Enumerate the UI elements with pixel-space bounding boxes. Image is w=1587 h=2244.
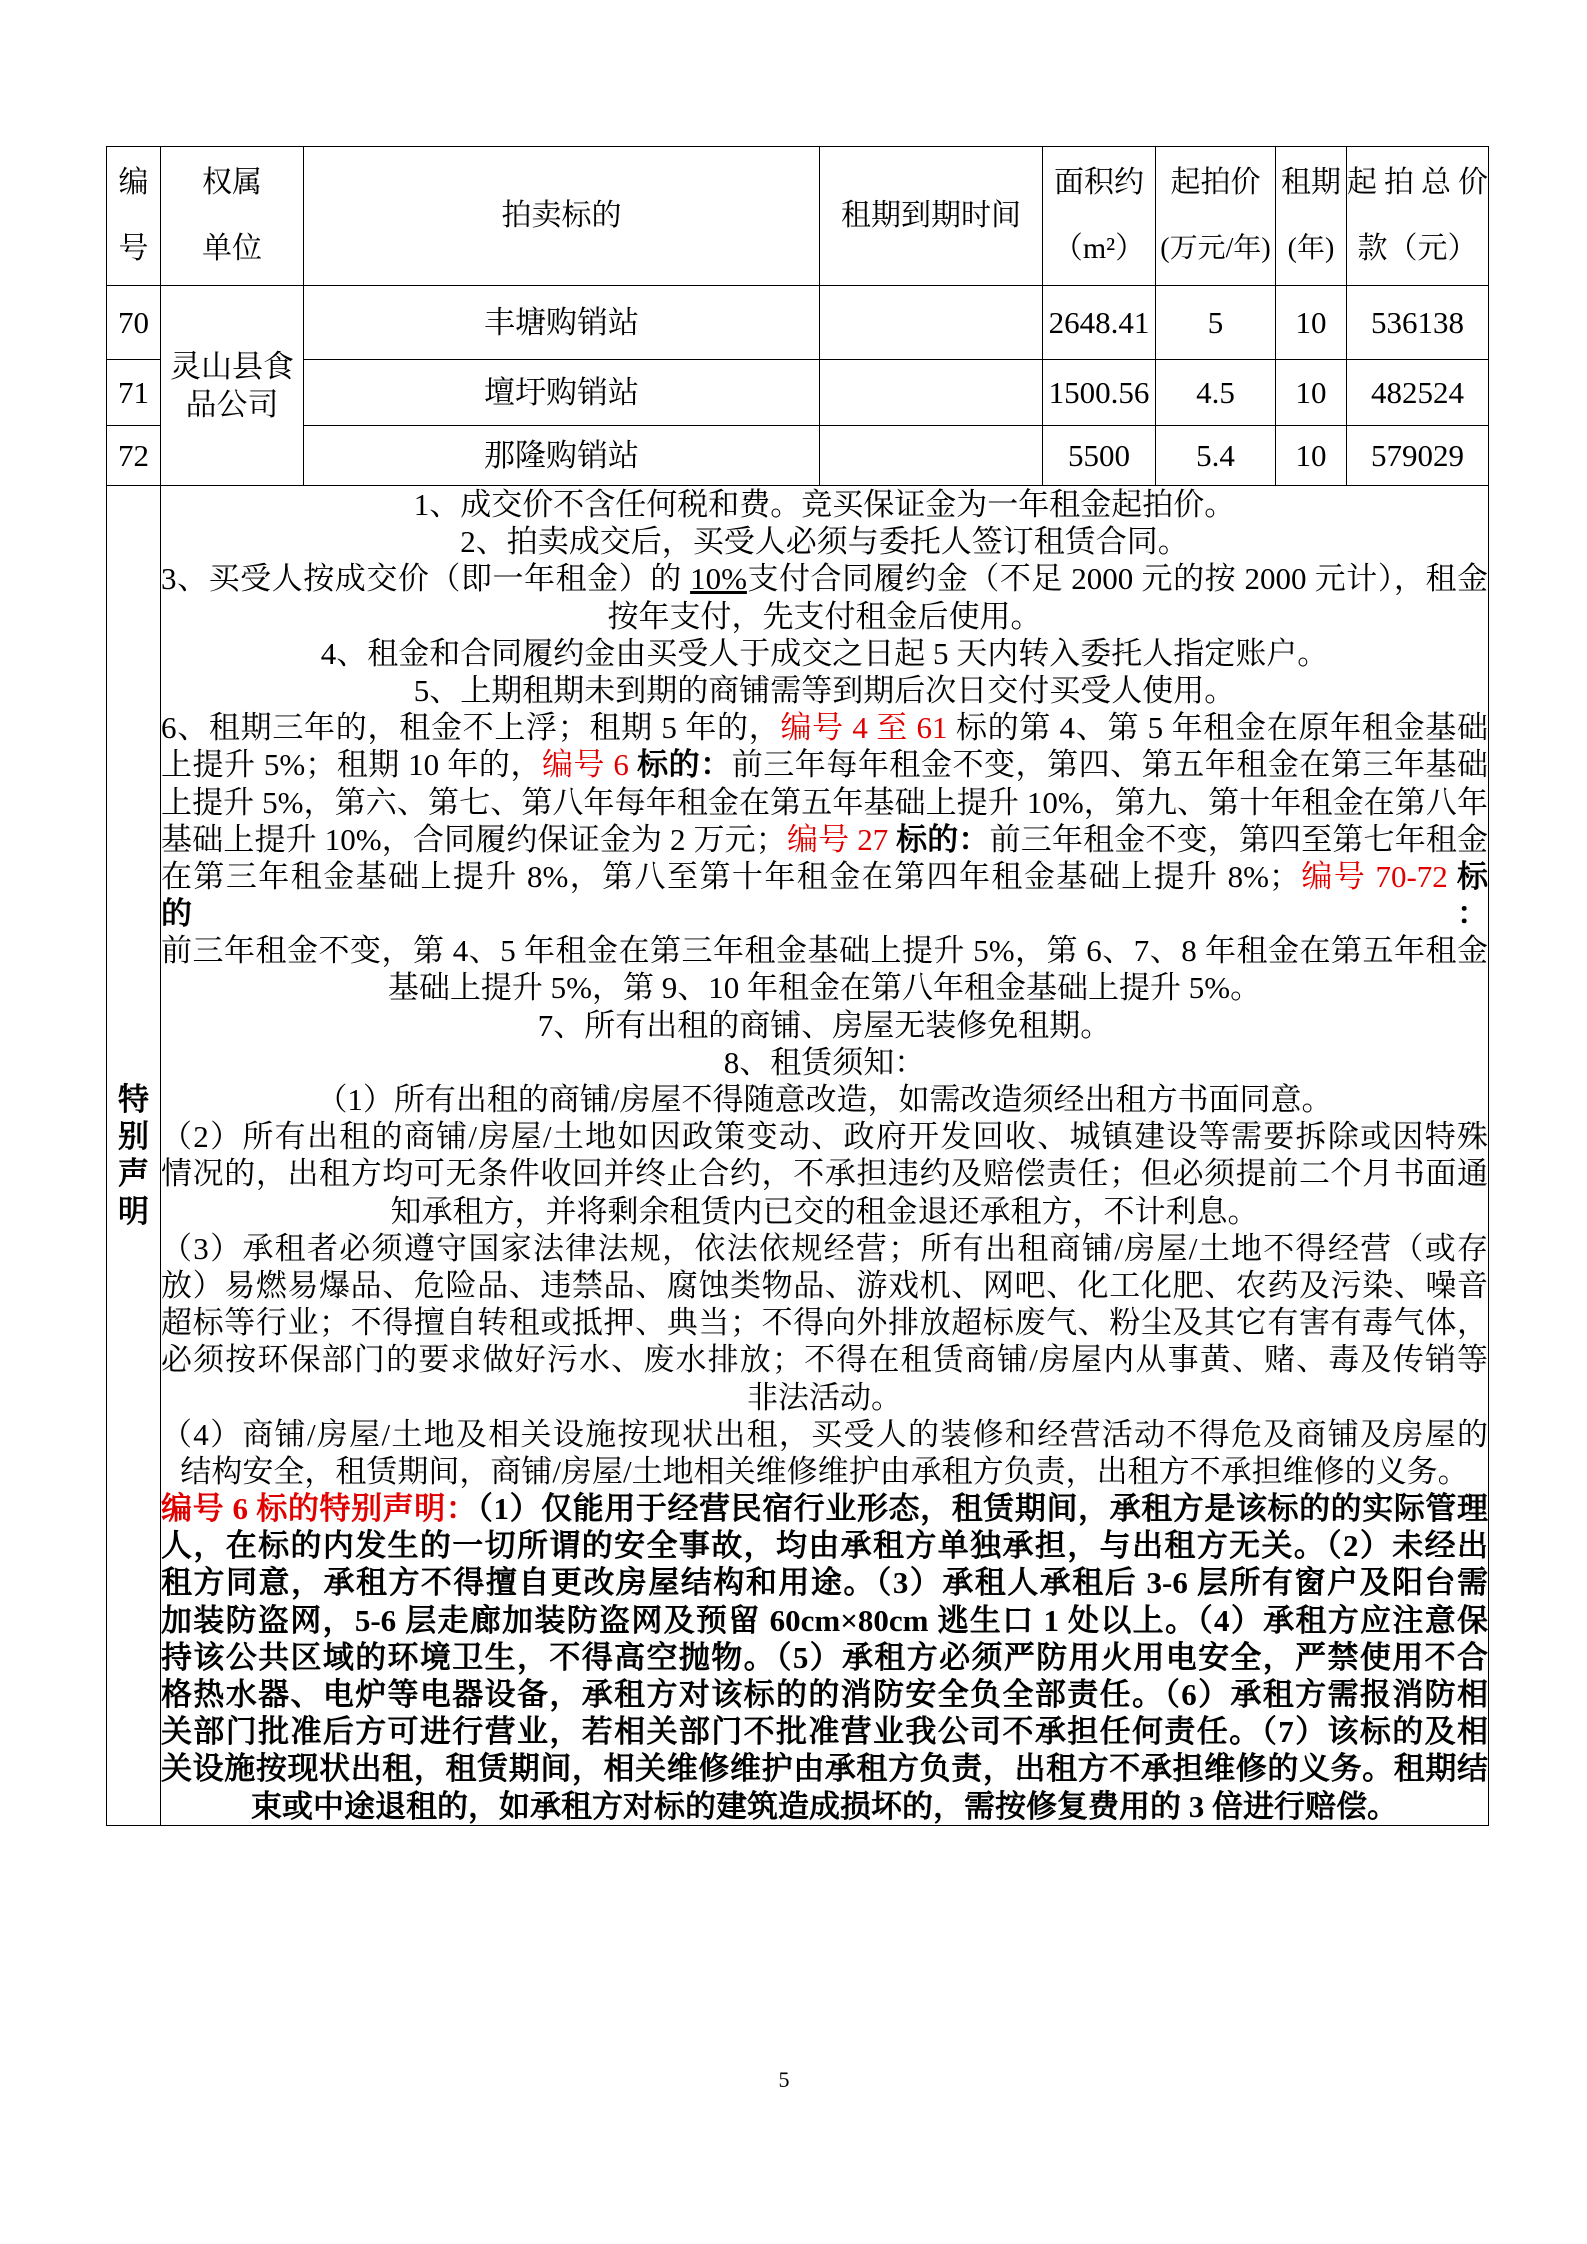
statement-line	[161, 1490, 1488, 1527]
header-total-line: 款（元）	[1357, 232, 1478, 265]
header-price-unit: (万元/年)	[1160, 233, 1271, 264]
statement-text: 2、拍卖成交后，买受人必须与委托人签订租赁合同。	[460, 524, 1189, 560]
header-area	[1043, 147, 1156, 286]
statement-text: 租方同意，承租方不得擅自更改房屋结构和用途。（3）承租人承租后 3-6 层所有窗户及阳台需	[161, 1565, 1488, 1601]
statement-text: 关部门批准后方可进行营业，若相关部门不批准营业我公司不承担任何责任。（7）该标的及相	[161, 1714, 1488, 1750]
total-price: 579029	[1347, 426, 1489, 486]
header-total-line: 起拍总价	[1347, 166, 1488, 199]
total-price: 536138	[1347, 286, 1489, 360]
statement-highlight: 编号 6	[541, 747, 629, 783]
header-area-unit: （m²）	[1052, 232, 1146, 265]
statement-line	[161, 1007, 1488, 1044]
lease-term: 10	[1276, 286, 1347, 360]
statement-text: （1）仅能用于经营民宿行业形态，租赁期间，承租方是该标的的实际管理	[477, 1491, 1489, 1527]
lot-area: 2648.41	[1043, 286, 1156, 360]
statement-line	[161, 486, 1488, 523]
statement-line	[161, 1527, 1488, 1564]
statement-line	[161, 784, 1488, 821]
statement-text: 关设施按现状出租，租赁期间，相关维修维护由承租方负责，出租方不承担维修的义务。租期结	[161, 1751, 1488, 1787]
header-price	[1156, 147, 1276, 286]
statement-text: 上提升 5%；租期 10 年的，	[161, 747, 542, 783]
statement-highlight: 编号 6 标的特别声明：	[161, 1491, 478, 1527]
statement-text: 标的：	[628, 747, 732, 783]
header-term-unit: (年)	[1287, 233, 1335, 264]
statement-text: 前三年租金不变，第 4、5 年租金在第三年租金基础上提升 5%，第 6、7、8 年租金在第五年租金	[161, 933, 1488, 969]
header-expiry: 租期到期时间	[820, 147, 1043, 286]
statement-text: 3、买受人按成交价（即一年租金）的	[161, 561, 691, 597]
start-price: 5	[1156, 286, 1276, 360]
lease-expiry	[820, 286, 1043, 360]
lot-number: 71	[107, 360, 161, 426]
statement-text: （2）所有出租的商铺/房屋/土地如因政策变动、政府开发回收、城镇建设等需要拆除或因特殊	[161, 1119, 1488, 1155]
statement-line	[161, 1676, 1488, 1713]
lot-area: 1500.56	[1043, 360, 1156, 426]
table-row	[107, 426, 1489, 486]
statement-text: 人，在标的内发生的一切所谓的安全事故，均由承租方单独承担，与出租方无关。（2）未经出	[161, 1528, 1488, 1564]
statement-line	[161, 709, 1488, 746]
special-statement-label: 特别声明	[107, 486, 161, 1826]
lot-item: 壇圩购销站	[304, 360, 820, 426]
special-statement-row	[107, 486, 1489, 1826]
statement-text: 非法活动。	[747, 1379, 902, 1415]
lease-term: 10	[1276, 360, 1347, 426]
statement-line	[161, 523, 1488, 560]
statement-text: 基础上提升 5%，第 9、10 年租金在第八年租金基础上提升 5%。	[387, 970, 1262, 1006]
statement-text: 前三年每年租金不变，第四、第五年租金在第三年基础	[731, 747, 1489, 783]
statement-line	[161, 1602, 1488, 1639]
statement-line	[161, 1193, 1488, 1230]
statement-text: 加装防盗网，5-6 层走廊加装防盗网及预留 60cm×80cm 逃生口 1 处以上。（4）承租方应注意保	[161, 1602, 1488, 1638]
page-number: 5	[778, 2067, 790, 2092]
statement-line	[161, 1750, 1488, 1787]
statement-body	[161, 486, 1489, 1826]
statement-line	[161, 1230, 1488, 1267]
statement-text: 上提升 5%，第六、第七、第八年每年租金在第五年基础上提升 10%，第九、第十年租金在第八年	[161, 784, 1488, 820]
statement-text: 束或中途退租的，如承租方对标的建筑造成损坏的，需按修复费用的 3 倍进行赔偿。	[251, 1788, 1398, 1824]
lot-area: 5500	[1043, 426, 1156, 486]
statement-text: 按年支付，先支付租金后使用。	[607, 598, 1042, 634]
statement-text: 在第三年租金基础上提升 8%，第八至第十年租金在第四年租金基础上提升 8%；	[161, 858, 1300, 894]
statement-text: 7、所有出租的商铺、房屋无装修免租期。	[537, 1007, 1112, 1043]
statement-text: 基础上提升 10%，合同履约保证金为 2 万元；	[161, 821, 787, 857]
statement-line	[161, 1341, 1488, 1378]
statement-text: 格热水器、电炉等电器设备，承租方对该标的的消防安全负全部责任。（6）承租方需报消防相	[161, 1677, 1488, 1712]
statement-line	[161, 635, 1488, 672]
statement-text: 10%	[690, 561, 747, 597]
statement-line	[161, 1564, 1488, 1601]
statement-text: （4）商铺/房屋/土地及相关设施按现状出租，买受人的装修和经营活动不得危及商铺及房屋的	[161, 1416, 1488, 1452]
table-row	[107, 360, 1489, 426]
header-owner-line: 单位	[202, 232, 262, 265]
header-price-line: 起拍价	[1170, 166, 1261, 199]
lot-item: 那隆购销站	[304, 426, 820, 486]
header-term-line: 租期	[1281, 166, 1341, 199]
lot-number: 72	[107, 426, 161, 486]
statement-text: 5、上期租期未到期的商铺需等到期后次日交付买受人使用。	[413, 672, 1236, 708]
statement-text: 4、租金和合同履约金由买受人于成交之日起 5 天内转入委托人指定账户。	[320, 635, 1329, 671]
start-price: 4.5	[1156, 360, 1276, 426]
lot-number: 70	[107, 286, 161, 360]
lease-expiry	[820, 426, 1043, 486]
statement-line	[161, 1639, 1488, 1676]
statement-line	[161, 1155, 1488, 1192]
statement-text: 必须按环保部门的要求做好污水、废水排放；不得在租赁商铺/房屋内从事黄、赌、毒及传销等	[161, 1342, 1488, 1378]
statement-line	[161, 1044, 1488, 1081]
statement-line	[161, 858, 1488, 932]
statement-line	[161, 932, 1488, 969]
header-owner-line: 权属	[202, 166, 262, 199]
statement-text: 标的：	[888, 821, 990, 857]
statement-line	[161, 1267, 1488, 1304]
statement-text: 前三年租金不变，第四至第七年租金	[989, 821, 1489, 857]
statement-text: 6、租期三年的，租金不上浮；租期 5 年的，	[161, 710, 781, 746]
statement-highlight: 编号 27	[786, 821, 889, 857]
statement-line	[161, 746, 1488, 783]
total-price: 482524	[1347, 360, 1489, 426]
start-price: 5.4	[1156, 426, 1276, 486]
header-row	[107, 147, 1489, 286]
statement-line	[161, 560, 1488, 597]
statement-text: 情况的，出租方均可无条件收回并终止合约，不承担违约及赔偿责任；但必须提前二个月书面通	[161, 1156, 1488, 1192]
statement-line	[161, 1416, 1488, 1453]
statement-line	[161, 1713, 1488, 1750]
header-term	[1276, 147, 1347, 286]
statement-highlight: 编号 70-72	[1299, 858, 1448, 894]
statement-text: 支付合同履约金（不足 2000 元的按 2000 元计），租金	[746, 561, 1488, 597]
statement-text: 放）易燃易爆品、危险品、违禁品、腐蚀类物品、游戏机、网吧、化工化肥、农药及污染、噪音	[161, 1267, 1488, 1303]
statement-text: 标的第 4、第 5 年租金在原年租金基础	[947, 710, 1489, 746]
statement-text: 1、成交价不含任何税和费。竞买保证金为一年租金起拍价。	[413, 487, 1236, 522]
statement-line	[161, 598, 1488, 635]
statement-text: （3）承租者必须遵守国家法律法规，依法依规经营；所有出租商铺/房屋/土地不得经营（或存	[161, 1230, 1488, 1266]
statement-text: （1）所有出租的商铺/房屋不得随意改造，如需改造须经出租方书面同意。	[316, 1082, 1333, 1117]
header-number: 编号	[107, 147, 161, 286]
statement-text: 8、租赁须知：	[723, 1044, 926, 1080]
statement-line	[161, 821, 1488, 858]
statement-text: 结构安全，租赁期间，商铺/房屋/土地相关维修维护由承租方负责，出租方不承担维修的义务。	[180, 1453, 1469, 1489]
header-total	[1347, 147, 1489, 286]
auction-table	[106, 146, 1489, 1826]
lease-term: 10	[1276, 426, 1347, 486]
lot-item: 丰塘购销站	[304, 286, 820, 360]
statement-line	[161, 1118, 1488, 1155]
owner-unit: 灵山县食品公司	[161, 286, 304, 486]
statement-text: 超标等行业；不得擅自转租或抵押、典当；不得向外排放超标废气、粉尘及其它有害有毒气体，	[161, 1305, 1488, 1341]
table-row	[107, 286, 1489, 360]
header-item: 拍卖标的	[304, 147, 820, 286]
lease-expiry	[820, 360, 1043, 426]
statement-line	[161, 1304, 1488, 1341]
statement-text: 标的：	[161, 858, 1488, 932]
statement-text: 知承租方，并将剩余租赁内已交的租金退还承租方，不计利息。	[390, 1193, 1259, 1229]
statement-line	[161, 1081, 1488, 1118]
statement-line	[161, 672, 1488, 709]
statement-highlight: 编号 4 至 61	[780, 710, 948, 746]
statement-line	[161, 1453, 1488, 1490]
header-area-line: 面积约	[1054, 166, 1144, 199]
statement-text: 持该公共区域的环境卫生，不得高空抛物。（5）承租方必须严防用火用电安全，严禁使用不合	[161, 1639, 1488, 1675]
header-owner	[161, 147, 304, 286]
statement-line	[161, 1788, 1488, 1825]
statement-line	[161, 969, 1488, 1006]
statement-line	[161, 1379, 1488, 1416]
